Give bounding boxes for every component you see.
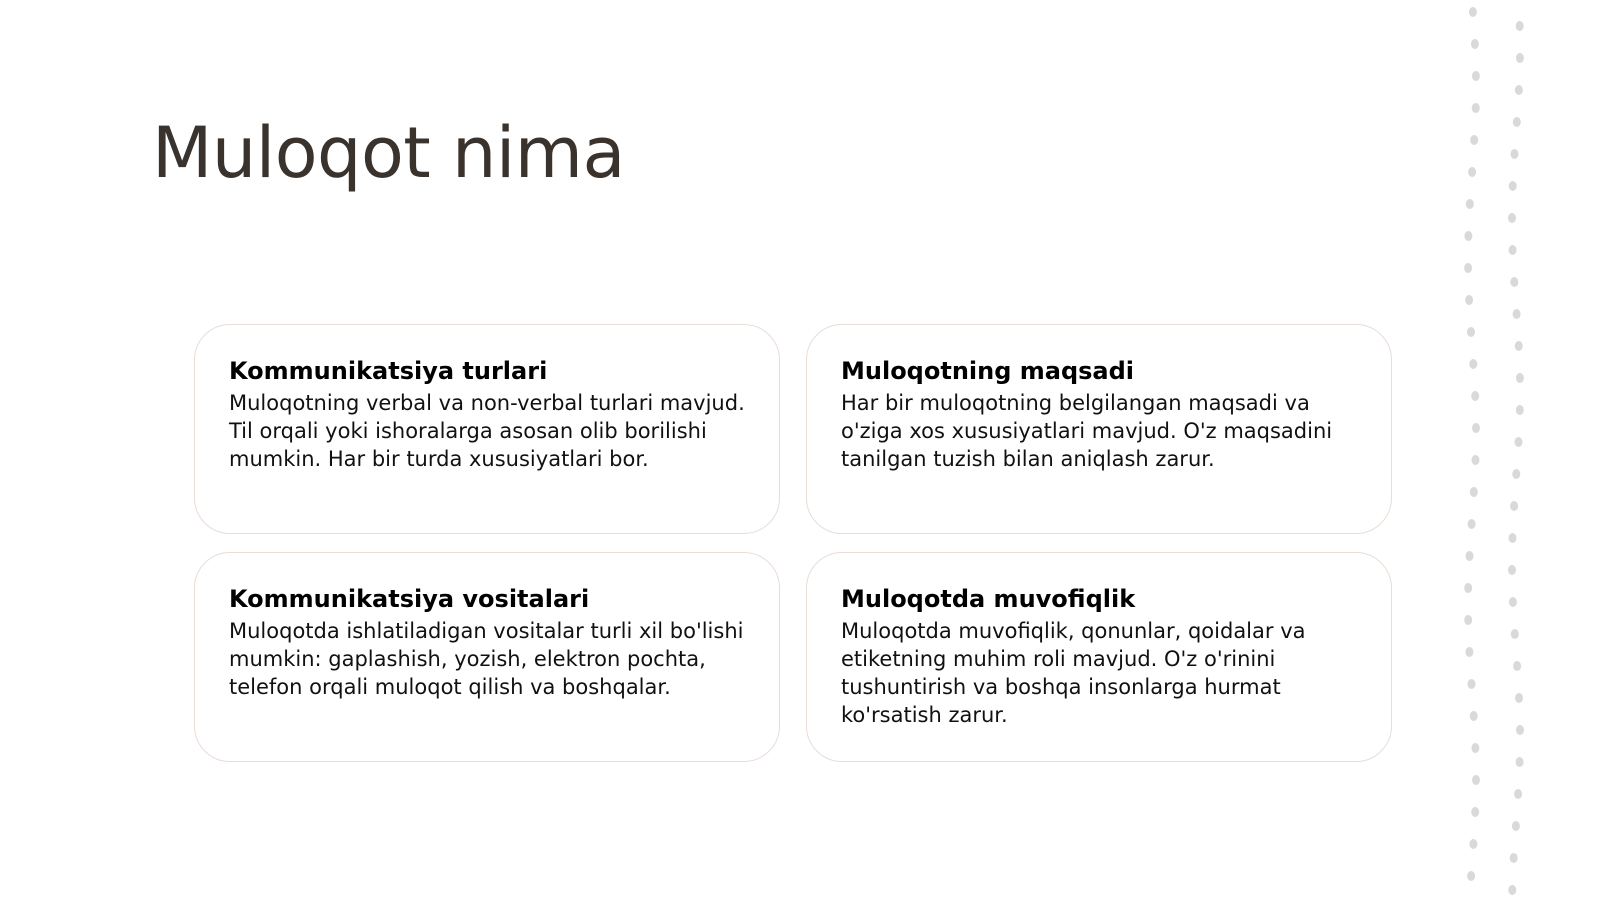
decor-dot [1510, 501, 1518, 511]
decor-dot [1465, 295, 1473, 305]
decor-dot [1508, 565, 1516, 575]
decor-dot [1472, 103, 1480, 113]
decor-dot [1472, 71, 1480, 81]
card-body: Muloqotda ishlatiladigan vositalar turli xil bo'lishi mumkin: gaplashish, yozish, elektron pochta, telefon orqali muloqot qilish va boshqalar. [229, 619, 744, 699]
decor-dot [1514, 789, 1522, 799]
card-muloqotning-maqsadi [806, 324, 1392, 534]
card-muloqotda-muvofiqlik [806, 552, 1392, 762]
card-title: Kommunikatsiya vositalari [229, 585, 590, 613]
decor-dot [1471, 807, 1479, 817]
decor-dot [1467, 327, 1475, 337]
card-body: Har bir muloqotning belgilangan maqsadi va o'ziga xos xususiyatlari mavjud. O'z maqsadini tanilgan tuzish bilan aniqlash zarur. [841, 391, 1333, 471]
decor-dot [1516, 757, 1524, 767]
card-kommunikatsiya-turlari [194, 324, 780, 534]
decor-dot [1464, 615, 1472, 625]
decor-dot [1465, 647, 1473, 657]
decor-dot [1508, 213, 1516, 223]
decor-dot [1515, 341, 1523, 351]
decor-dot [1509, 597, 1517, 607]
decor-dot [1471, 743, 1479, 753]
card-body: Muloqotning verbal va non-verbal turlari mavjud. Til orqali yoki ishoralarga asosan olib borilishi mumkin. Har bir turda xususiyatlari bor. [229, 391, 745, 471]
decor-dot [1516, 405, 1524, 415]
decor-dot [1509, 533, 1517, 543]
decor-dot [1511, 629, 1519, 639]
decor-dot [1471, 391, 1479, 401]
decor-dot [1510, 277, 1518, 287]
decor-dot [1472, 455, 1480, 465]
decor-dot [1515, 693, 1523, 703]
decor-dot [1472, 423, 1480, 433]
decor-dot [1468, 519, 1476, 529]
decor-dot [1512, 469, 1520, 479]
decor-dot [1513, 117, 1521, 127]
decor-dot [1516, 21, 1524, 31]
card-title: Muloqotda muvofiqlik [841, 585, 1136, 613]
decor-dot [1464, 231, 1472, 241]
decor-dot [1469, 7, 1477, 17]
card-title: Muloqotning maqsadi [841, 357, 1135, 385]
slide-title: Muloqot nima [152, 112, 625, 194]
card-body: Muloqotda muvofiqlik, qonunlar, qoidalar va etiketning muhim roli mavjud. O'z o'rinini tushuntirish va boshqa insonlarga hurmat ko'rsatish zarur. [841, 619, 1306, 727]
decor-dot [1516, 373, 1524, 383]
decor-dot [1509, 181, 1517, 191]
card-kommunikatsiya-vositalari [194, 552, 780, 762]
decor-dot [1470, 711, 1478, 721]
decor-dot [1472, 775, 1480, 785]
decor-dot [1509, 245, 1517, 255]
decor-dot [1516, 53, 1524, 63]
decor-dot [1513, 661, 1521, 671]
decorative-dot-pattern [1440, 0, 1600, 899]
decor-dot [1469, 359, 1477, 369]
decor-dot [1470, 487, 1478, 497]
decor-dot [1468, 679, 1476, 689]
decor-dot [1511, 149, 1519, 159]
decor-dot [1515, 437, 1523, 447]
decor-dot [1469, 839, 1477, 849]
decor-dot [1510, 853, 1518, 863]
decor-dot [1471, 39, 1479, 49]
decor-dot [1513, 309, 1521, 319]
decor-dot [1515, 85, 1523, 95]
decor-dot [1508, 885, 1516, 895]
decor-dot [1468, 167, 1476, 177]
decor-dot [1516, 725, 1524, 735]
decor-dot [1470, 135, 1478, 145]
card-title: Kommunikatsiya turlari [229, 357, 548, 385]
decor-dot [1466, 551, 1474, 561]
decor-dot [1467, 871, 1475, 881]
decor-dot [1512, 821, 1520, 831]
decor-dot [1464, 583, 1472, 593]
decor-dot [1466, 199, 1474, 209]
decor-dot [1464, 263, 1472, 273]
